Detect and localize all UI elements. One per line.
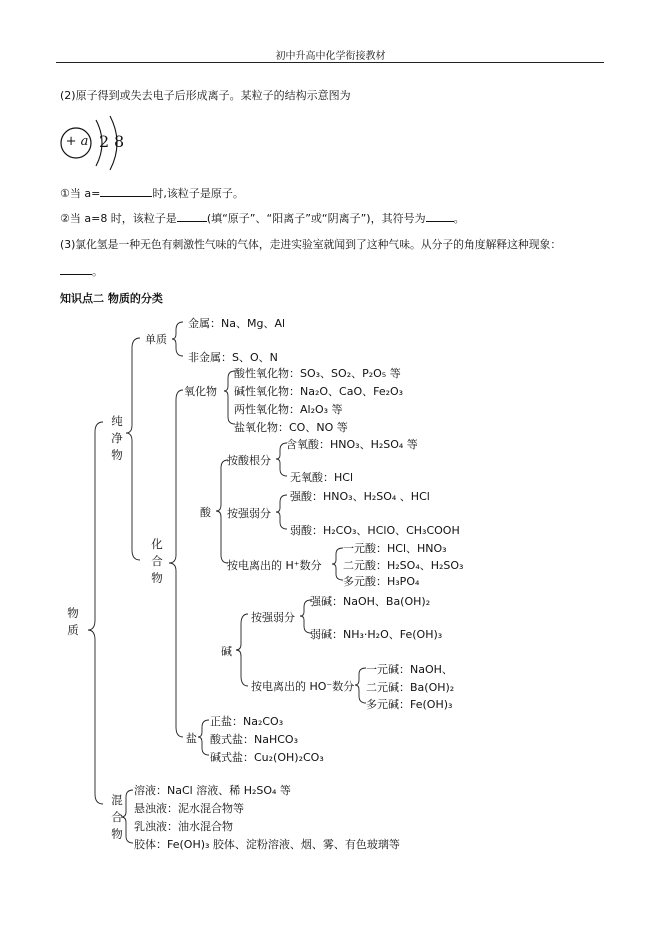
- answer-blank-q3[interactable]: [60, 263, 92, 275]
- tree-strong-acid: 强酸：HNO₃、H₂SO₄ 、HCl: [290, 490, 430, 503]
- answer-blank-symbol[interactable]: [426, 210, 454, 222]
- brace-root: [88, 422, 103, 804]
- brace-acid-strength: [276, 495, 287, 529]
- tree-mixture-label: 混合物: [111, 793, 123, 841]
- tree-normal-salt: 正盐：Na₂CO₃: [210, 715, 284, 728]
- q2-item-1: [60, 185, 244, 201]
- q2-item-2: [60, 210, 465, 226]
- tree-acid-by-root: 按酸根分: [227, 454, 271, 467]
- tree-polyacid: 多元酸：H₃PO₄: [343, 575, 420, 588]
- q2-item2-prefix: ②当 a=8 时，该粒子是: [60, 212, 177, 225]
- tree-base-by-oh: 按电离出的 HO⁻数分: [251, 680, 355, 693]
- q2-item1-suffix: 时,该粒子是原子。: [152, 187, 244, 200]
- q2-intro: (2)原子得到或失去电子后形成离子。某粒子的结构示意图为: [60, 89, 351, 102]
- tree-oxide-acidic: 酸性氧化物：SO₃、SO₂、P₂O₅ 等: [234, 367, 401, 380]
- q2-item2-mid: (填“原子”、“阳离子”或“阴离子”)，其符号为: [206, 212, 426, 225]
- brace-pure: [126, 338, 140, 560]
- q2-item1-prefix: ①当 a=: [60, 187, 101, 200]
- nucleus-charge: + a: [65, 134, 89, 149]
- tree-polybase: 多元碱：Fe(OH)₃: [366, 698, 453, 711]
- tree-acid-salt: 酸式盐：NaHCO₃: [210, 733, 298, 746]
- page-header: 初中升高中化学衔接教材: [275, 51, 386, 62]
- tree-metal: 金属：Na、Mg、Al: [188, 317, 286, 330]
- brace-acid-h: [332, 548, 343, 580]
- tree-base-by-strength: 按强弱分: [251, 611, 295, 624]
- brace-element: [172, 322, 183, 356]
- tree-weak-acid: 弱酸：H₂CO₃、HClO、CH₃COOH: [290, 524, 460, 537]
- tree-mixture-emulsion: 乳浊液：油水混合物: [134, 820, 233, 833]
- brace-base-oh: [355, 668, 366, 703]
- tree-oxide-amphoteric: 两性氧化物：Al₂O₃ 等: [234, 403, 343, 416]
- tree-nonoxyacid: 无氧酸：HCl: [290, 471, 354, 484]
- tree-acid-by-h: 按电离出的 H⁺数分: [227, 559, 322, 572]
- shell-2-count: 8: [114, 132, 125, 151]
- tree-root-label: 物质: [67, 606, 79, 637]
- section-title: 知识点二 物质的分类: [60, 292, 163, 305]
- tree-strong-base: 强碱：NaOH、Ba(OH)₂: [310, 595, 431, 608]
- answer-blank-a[interactable]: [100, 185, 152, 197]
- brace-salt: [198, 720, 209, 755]
- tree-oxide-basic: 碱性氧化物：Na₂O、CaO、Fe₂O₃: [234, 385, 404, 398]
- tree-monoacid: 一元酸：HCl、HNO₃: [343, 542, 447, 555]
- tree-mixture-solution: 溶液：NaCl 溶液、稀 H₂SO₄ 等: [134, 784, 291, 797]
- tree-basic-salt: 碱式盐：Cu₂(OH)₂CO₃: [210, 751, 324, 764]
- answer-blank-particle-type[interactable]: [177, 210, 207, 222]
- q3-end: 。: [92, 265, 103, 278]
- shell-1-count: 2: [99, 132, 110, 151]
- brace-base: [236, 614, 248, 686]
- tree-monobase: 一元碱：NaOH、: [366, 663, 453, 676]
- q3-text: (3)氯化氢是一种无色有刺激性气味的气体，走进实验室就闻到了这种气味。从分子的角度解释这种现象：: [60, 238, 562, 251]
- tree-weak-base: 弱碱：NH₃·H₂O、Fe(OH)₃: [310, 628, 443, 641]
- tree-acid-by-strength: 按强弱分: [227, 507, 271, 520]
- tree-salt-label: 盐: [186, 732, 197, 745]
- tree-element-label: 单质: [145, 333, 167, 346]
- tree-compound-label: 化合物: [151, 537, 163, 585]
- tree-mixture-colloid: 胶体：Fe(OH)₃ 胶体、淀粉溶液、烟、雾、有色玻璃等: [134, 838, 400, 851]
- tree-oxide-label: 氧化物: [184, 385, 217, 398]
- tree-diacid: 二元酸：H₂SO₄、H₂SO₃: [343, 559, 464, 572]
- tree-pure-label: 纯净物: [111, 414, 123, 462]
- tree-nonmetal: 非金属：S、O、N: [188, 351, 278, 364]
- tree-oxide-salt: 盐氧化物：CO、NO 等: [234, 421, 348, 434]
- q3-answer-line: [60, 263, 103, 279]
- q2-item2-suffix: 。: [453, 212, 465, 225]
- header-divider: [56, 62, 604, 63]
- tree-oxyacid: 含氧酸：HNO₃、H₂SO₄ 等: [286, 438, 418, 451]
- brace-compound: [169, 390, 183, 737]
- tree-acid-label: 酸: [200, 506, 211, 519]
- tree-base-label: 碱: [221, 645, 232, 658]
- tree-mixture-suspension: 悬浊液：泥水混合物等: [134, 802, 244, 815]
- tree-dibase: 二元碱：Ba(OH)₂: [366, 681, 455, 694]
